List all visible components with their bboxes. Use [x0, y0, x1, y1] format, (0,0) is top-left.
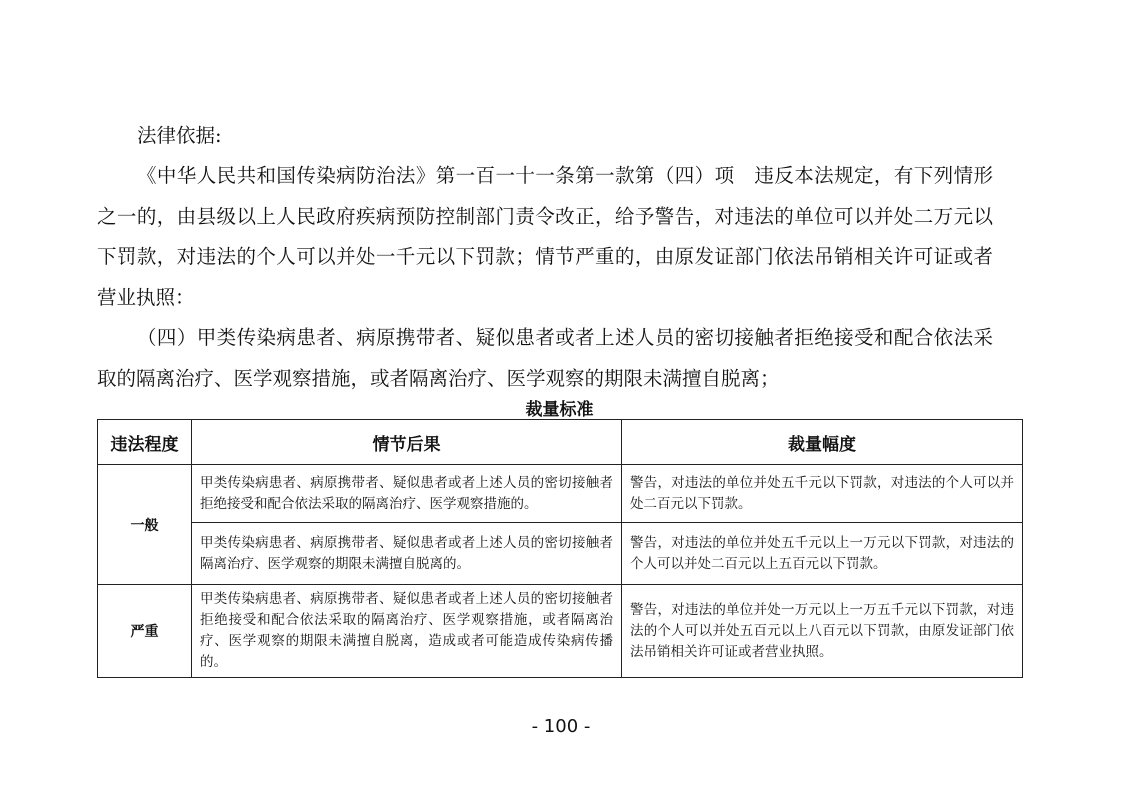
level-serious: 严重 — [98, 585, 192, 678]
page-number: - 100 - — [531, 716, 591, 737]
circumstance-cell: 甲类传染病患者、病原携带者、疑似患者或者上述人员的密切接触者拒绝接受和配合依法采取的隔离治疗、医学观察措施，或者隔离治疗、医学观察的期限未满擅自脱离，造成或者可能造成传染病传播的。 — [192, 585, 622, 678]
header-circumstance: 情节后果 — [192, 420, 622, 465]
table-row — [98, 465, 1023, 523]
table-header-row — [98, 420, 1023, 465]
penalty-cell: 警告，对违法的单位并处一万元以上一万五千元以下罚款，对违法的个人可以并处五百元以上八百元以下罚款，由原发证部门依法吊销相关许可证或者营业执照。 — [622, 585, 1023, 678]
table-row — [98, 523, 1023, 585]
header-penalty: 裁量幅度 — [622, 420, 1023, 465]
header-level: 违法程度 — [98, 420, 192, 465]
discretion-standard-table — [97, 419, 1023, 678]
table-title: 裁量标准 — [525, 400, 594, 420]
clause-paragraph: （四）甲类传染病患者、病原携带者、疑似患者或者上述人员的密切接触者拒绝接受和配合依法采取的隔离治疗、医学观察措施，或者隔离治疗、医学观察的期限未满擅自脱离； — [97, 326, 993, 390]
table-row — [98, 585, 1023, 678]
level-general: 一般 — [98, 465, 192, 585]
article-paragraph: 《中华人民共和国传染病防治法》第一百一十一条第一款第（四）项 违反本法规定，有下列情形之一的，由县级以上人民政府疾病预防控制部门责令改正，给予警告，对违法的单位可以并处二万元以下罚款，对违法的个人可以并处一千元以下罚款；情节严重的，由原发证部门依法吊销相关许可证或者营业执照： — [97, 164, 993, 309]
legal-basis-label: 法律依据: — [137, 124, 222, 147]
circumstance-cell: 甲类传染病患者、病原携带者、疑似患者或者上述人员的密切接触者拒绝接受和配合依法采取的隔离治疗、医学观察措施的。 — [192, 465, 622, 523]
penalty-cell: 警告，对违法的单位并处五千元以下罚款，对违法的个人可以并处二百元以下罚款。 — [622, 465, 1023, 523]
circumstance-cell: 甲类传染病患者、病原携带者、疑似患者或者上述人员的密切接触者隔离治疗、医学观察的期限未满擅自脱离的。 — [192, 523, 622, 585]
penalty-cell: 警告，对违法的单位并处五千元以上一万元以下罚款，对违法的个人可以并处二百元以上五百元以下罚款。 — [622, 523, 1023, 585]
